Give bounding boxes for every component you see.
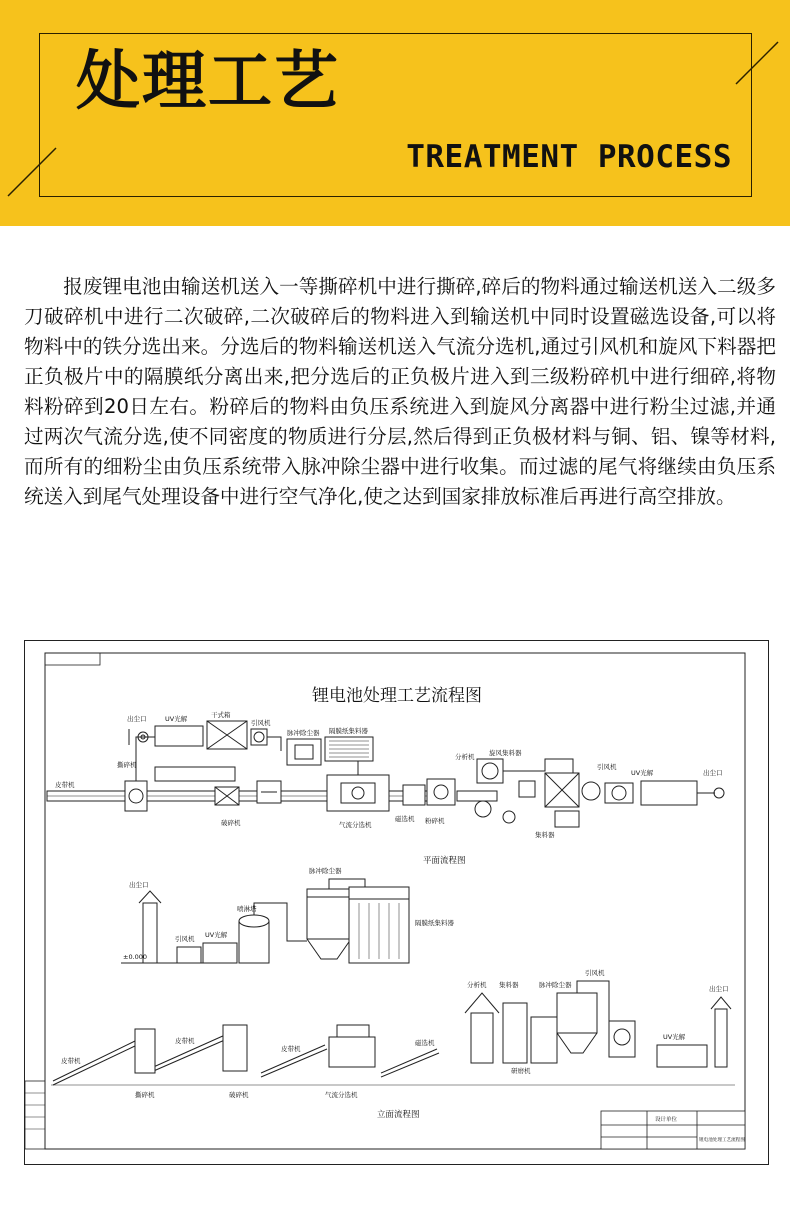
label-elev-air-separator: 气流分选机 [325, 1091, 358, 1099]
label-uv-right: UV光解 [631, 769, 654, 777]
label-mid-outlet: 出尘口 [129, 881, 149, 889]
label-elev-pulse: 脉冲除尘器 [539, 981, 572, 989]
label-outlet-left: 出尘口 [127, 715, 147, 723]
label-dry-filter: 干式箱 [211, 711, 231, 719]
title-block-project: 锂电池处理工艺流程图 [699, 1138, 745, 1143]
label-mid-membrane: 隔膜纸集料器 [415, 919, 454, 927]
label-pulse-collector: 脉冲除尘器 [287, 729, 320, 737]
label-grinder: 粉碎机 [425, 817, 445, 825]
tail-gas-view [121, 879, 409, 963]
header-banner [0, 0, 790, 226]
label-mid-pulse: 脉冲除尘器 [309, 867, 342, 875]
label-crusher: 破碎机 [221, 819, 241, 827]
elevation-caption: 立面流程图 [377, 1110, 420, 1120]
label-elev-conveyor-1: 皮带机 [61, 1057, 81, 1065]
label-elev-conveyor-2: 皮带机 [175, 1037, 195, 1045]
title-block-company: 设计单位 [655, 1117, 678, 1123]
label-outlet-right: 出尘口 [703, 769, 723, 777]
label-elev-magnet: 磁选机 [415, 1039, 435, 1047]
label-shredder: 撕碎机 [117, 761, 137, 769]
label-elev-collector: 集料器 [499, 981, 519, 989]
label-level: ±0.000 [123, 953, 148, 961]
label-cyclone-bin: 旋风集料器 [489, 749, 522, 757]
label-fan-left: 引风机 [251, 719, 271, 727]
label-collector: 集料器 [535, 831, 555, 839]
plan-view [47, 721, 724, 827]
label-mid-uv: UV光解 [205, 931, 228, 939]
label-elev-grinder: 研磨机 [511, 1067, 531, 1075]
label-spray-tower: 喷淋塔 [237, 905, 257, 913]
label-mid-fan: 引风机 [175, 935, 195, 943]
flow-diagram-svg [25, 641, 770, 1166]
label-splitter: 分析机 [455, 753, 475, 761]
plan-caption: 平面流程图 [423, 856, 466, 866]
process-flow-drawing [24, 640, 769, 1165]
diagram-title: 锂电池处理工艺流程图 [312, 686, 482, 706]
label-elev-splitter: 分析机 [467, 981, 487, 989]
label-membrane-bin: 隔膜纸集料器 [329, 727, 368, 735]
label-air-separator: 气流分选机 [339, 821, 372, 829]
page-subtitle: TREATMENT PROCESS [406, 139, 732, 175]
label-elev-conveyor-3: 皮带机 [281, 1045, 301, 1053]
label-uv-left: UV光解 [165, 715, 188, 723]
label-elev-outlet: 出尘口 [709, 985, 729, 993]
label-elev-shredder: 撕碎机 [135, 1091, 155, 1099]
label-elev-uv: UV光解 [663, 1033, 686, 1041]
label-conveyor: 皮带机 [55, 781, 75, 789]
label-elev-fan: 引风机 [585, 969, 605, 977]
process-description: 报废锂电池由输送机送入一等撕碎机中进行撕碎,碎后的物料通过输送机送入二级多刀破碎机中进行二次破碎,二次破碎后的物料进入到输送机中同时设置磁选设备,可以将物料中的铁分选出来。分选后的物料输送机送入气流分选机,通过引风机和旋风下料器把正负极片中的隔膜纸分离出来,把分选后的正负极片进入到三级粉碎机中进行细碎,将物料粉碎到20日左右。粉碎后的物料由负压系统进入到旋风分离器中进行粉尘过滤,并通过两次气流分选,使不同密度的物质进行分层,然后得到正负极材料与铜、铝、镍等材料,而所有的细粉尘由负压系统带入脉冲除尘器中进行收集。而过滤的尾气将继续由负压系统送入到尾气处理设备中进行空气净化,使之达到国家排放标准后再进行高空排放。 [24, 275, 776, 508]
label-magnet: 磁选机 [395, 815, 415, 823]
label-elev-crusher: 破碎机 [229, 1091, 249, 1099]
page-title: 处理工艺 [76, 45, 340, 119]
elevation-view [51, 981, 735, 1085]
label-fan-right: 引风机 [597, 763, 617, 771]
